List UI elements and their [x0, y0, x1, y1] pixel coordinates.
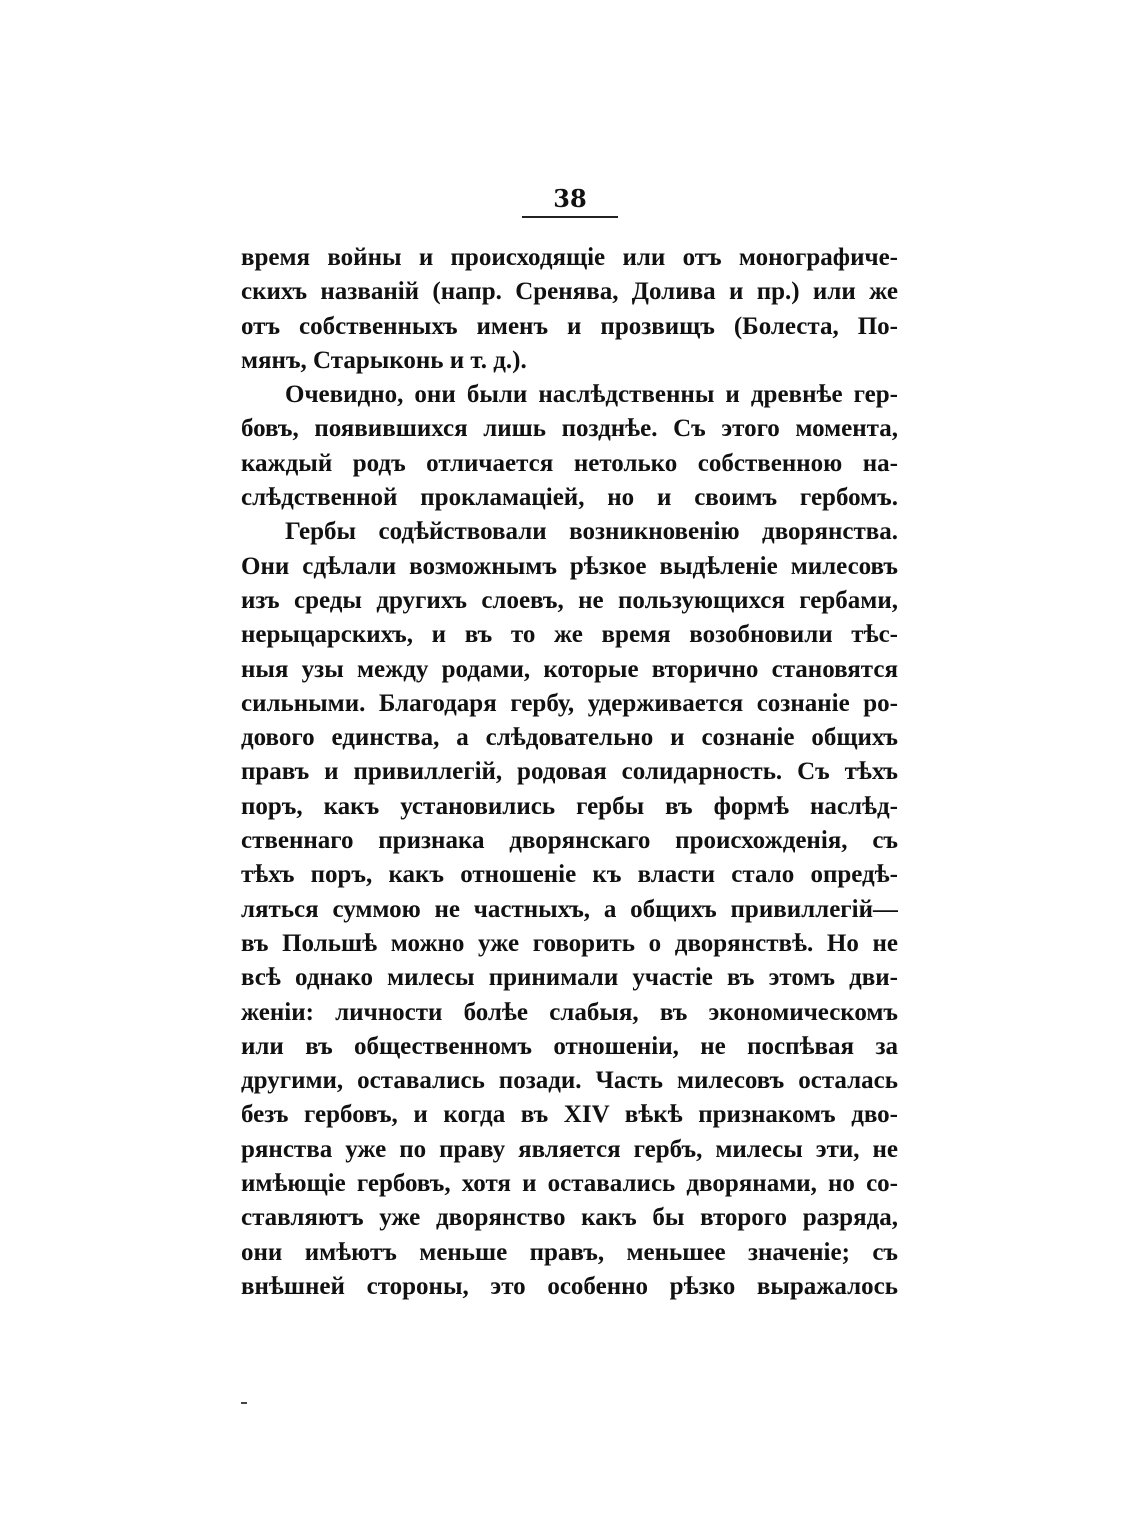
- page-number-rule: [522, 216, 618, 218]
- text-line: бовъ, появившихся лишь позднѣе. Съ этого момента,: [241, 415, 898, 443]
- text-line: ственнаго признака дворянскаго происхожденія, съ: [241, 827, 898, 855]
- text-line: безъ гербовъ, и когда въ XIV вѣкѣ признакомъ дво-: [241, 1101, 898, 1129]
- body-text: [241, 241, 898, 1304]
- text-line: они имѣютъ меньше правъ, меньшее значеніе; съ: [241, 1238, 898, 1266]
- text-line: слѣдственной прокламацiей, но и своимъ гербомъ.: [241, 484, 898, 512]
- text-line: всѣ однако милесы принимали участіе въ этомъ дви-: [241, 964, 898, 992]
- page-number: 38: [553, 184, 587, 213]
- text-line: дового единства, а слѣдовательно и сознаніе общихъ: [241, 724, 898, 752]
- text-line: каждый родъ отличается нетолько собственною на-: [241, 449, 898, 477]
- text-line: сильными. Благодаря гербу, удерживается сознаніе ро-: [241, 689, 898, 717]
- text-line: внѣшней стороны, это особенно рѣзко выражалось: [241, 1272, 898, 1300]
- text-line: Очевидно, они были наслѣдственны и древнѣе гер-: [285, 381, 898, 409]
- text-line: имѣющіе гербовъ, хотя и оставались дворянами, но со-: [241, 1170, 898, 1198]
- text-line: рянства уже по праву является гербъ, милесы эти, не: [241, 1135, 898, 1163]
- text-line: поръ, какъ установились гербы въ формѣ наслѣд-: [241, 792, 898, 820]
- text-line: ляться суммою не частныхъ, а общихъ привиллегій—: [241, 895, 898, 923]
- text-line: ныя узы между родами, которые вторично становятся: [241, 655, 898, 683]
- text-line: въ Польшѣ можно уже говорить о дворянствѣ. Но не: [241, 929, 898, 957]
- text-line: ставляютъ уже дворянство какъ бы второго разряда,: [241, 1204, 898, 1232]
- text-line: женіи: личности болѣе слабыя, въ экономическомъ: [241, 998, 898, 1026]
- text-line: Гербы содѣйствовали возникновенію дворянства.: [285, 518, 898, 546]
- text-line: изъ среды другихъ слоевъ, не пользующихся гербами,: [241, 586, 898, 614]
- text-line: скихъ названій (напр. Сренява, Долива и пр.) или же: [241, 278, 898, 306]
- text-line: мянъ, Старыконь и т. д.).: [241, 346, 527, 374]
- text-line: Они сдѣлали возможнымъ рѣзкое выдѣленіе милесовъ: [241, 552, 898, 580]
- text-line: время войны и происходящіе или отъ монографиче-: [241, 244, 898, 271]
- text-line: тѣхъ поръ, какъ отношеніе къ власти стало опредѣ-: [241, 861, 898, 889]
- text-line: отъ собственныхъ именъ и прозвищъ (Болеста, По-: [241, 312, 898, 340]
- text-line: или въ общественномъ отношеніи, не поспѣвая за: [241, 1032, 898, 1060]
- text-line: другими, оставались позади. Часть милесовъ осталась: [241, 1067, 898, 1095]
- print-speck: [241, 1402, 247, 1404]
- text-line: правъ и привиллегій, родовая солидарность. Съ тѣхъ: [241, 758, 898, 786]
- text-line: нерыцарскихъ, и въ то же время возобновили тѣс-: [241, 621, 898, 649]
